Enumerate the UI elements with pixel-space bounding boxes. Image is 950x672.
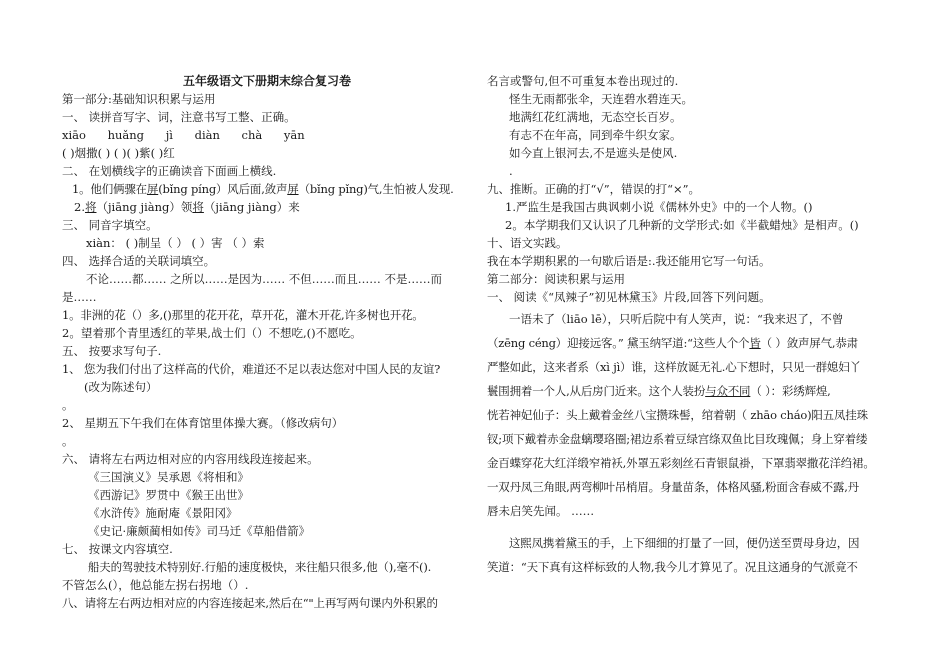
- underlined-char: 皆: [749, 336, 761, 350]
- underlined-char: 屏: [287, 182, 299, 196]
- underlined-phrase: 与众不同: [705, 384, 751, 398]
- section-8-heading: 八、请将左右两边相对应的内容连接起来,然后在“"上再写两句课内外积累的: [62, 596, 438, 610]
- pronunciation-item-1: [72, 180, 454, 198]
- reading-line: 严整如此，这来者系（xì jì）谁，这样放诞无礼.心下想时，只见一群媳妇丫: [487, 360, 861, 374]
- section-7-heading: 七、 按课文内容填空.: [62, 542, 173, 556]
- match-row: 《水浒传》施耐庵《景阳冈》: [88, 506, 238, 520]
- match-row: 《三国演义》吴承恩《将相和》: [88, 470, 249, 484]
- text-segment: 1。他们俩骤在: [72, 182, 147, 196]
- proverb-line: 地满红花红满地，无态空长百岁。: [509, 110, 682, 124]
- conjunction-item-2: 2。望着那个青里透红的苹果,战士们（）不想吃,()不愿吃。: [62, 326, 362, 340]
- section-1-heading: 一、 读拼音写字、词，注意书写工整、正确。: [62, 110, 296, 124]
- reading-line: [487, 334, 858, 352]
- text-segment: 2.: [74, 200, 85, 214]
- section-4-heading: 四、 选择合适的关联词填空。: [62, 254, 216, 268]
- section-5-heading: 五、 按要求写句子.: [62, 344, 162, 358]
- passage-line: 不管怎么(），他总能左拐右拐地（）.: [62, 578, 249, 592]
- text-segment: (bǐng píng）风后面,敛声: [158, 182, 288, 196]
- answer-blank: 。: [62, 434, 74, 448]
- text-segment: （ ）敛声屏气,恭肃: [760, 336, 858, 350]
- section-6-heading: 六、 请将左右两边相对应的内容用线段连接起来。: [62, 452, 319, 466]
- proverb-line: 如今直上银河去,不是遮头是使风.: [509, 146, 678, 160]
- match-row: 《西游记》罗贯中《猴王出世》: [88, 488, 249, 502]
- section-3-heading: 三、 同音字填空。: [62, 218, 158, 232]
- reading-line: 钗;项下戴着赤金盘螭璎珞圈;裙边系着豆绿宫绦双鱼比目玫瑰佩；身上穿着缕: [487, 432, 868, 446]
- reading-line: 唇未启笑先闻。 ……: [487, 504, 595, 518]
- reading-line: 这熙凤携着黛玉的手，上下细细的打量了一回，便仍送至贾母身边，因: [509, 536, 860, 550]
- underlined-char: 屏: [146, 182, 159, 196]
- part-two-heading: 第二部分：阅读积累与运用: [487, 272, 625, 286]
- sentence-item-2: 2、 星期五下午我们在体育馆里体操大赛。（修改病句）: [62, 416, 344, 430]
- underlined-char: 将: [84, 200, 97, 214]
- reading-line: 金百蝶穿花大红洋缎窄褃袄,外罩五彩刻丝石青银鼠褂，下罩翡翠撒花洋绉裙。: [487, 456, 875, 470]
- text-segment: （jiāng jiàng）领: [96, 200, 193, 214]
- text-segment: （zēng céng）迎接远客。” 黛玉纳罕道:“这些人个个: [487, 336, 750, 350]
- fill-in-line: ( )烟撒( ) ( )( )紫( )红: [62, 146, 175, 160]
- passage-line: 船夫的驾驶技术特别好.行船的速度极快，来往船只很多,他（),毫不().: [88, 560, 432, 574]
- answer-blank: 。: [62, 398, 74, 412]
- part-one-heading: 第一部分:基础知识积累与运用: [62, 92, 216, 106]
- practice-line: 我在本学期积累的一句歇后语是:.我还能用它写一句话。: [487, 254, 771, 268]
- match-row: 《史记·廉颇蔺相如传》司马迁《草船借箭》: [88, 524, 311, 538]
- reading-line: 一语未了（liāo lē），只听后院中有人笑声，说：“我来迟了，不曾: [509, 312, 844, 326]
- proverb-line: 怪生无雨都张伞，天连碧水碧连天。: [509, 92, 693, 106]
- section-9-heading: 九、推断。正确的打“√”，错误的打“×”。: [487, 182, 700, 196]
- judgement-item-2: 2。本学期我们又认识了几种新的文学形式:如《半截蜡烛》是相声。(): [505, 218, 859, 232]
- pronunciation-item-2: [74, 198, 300, 216]
- conjunction-options-cont: 是……: [62, 290, 97, 304]
- conjunction-item-1: 1。非洲的花（）多,()那里的花开花，草开花，灌木开花,许多树也开花。: [62, 308, 424, 322]
- conjunction-options: 不论……都…… 之所以……是因为…… 不但……而且…… 不是……而: [86, 272, 442, 286]
- reading-line: 笑道：“天下真有这样标致的人物,我今儿才算见了。况且这通身的气派竟不: [487, 560, 858, 574]
- reading-line: 恍若神妃仙子：头上戴着金丝八宝攒珠髻，绾着朝（ zhāo cháo)阳五凤挂珠: [487, 408, 868, 422]
- section-8-cont: 名言或警句,但不可重复本卷出现过的.: [487, 74, 679, 88]
- pinyin-line: xiāo huǎng jì diàn chà yān: [62, 128, 305, 142]
- text-segment: （jiāng jiàng）来: [203, 200, 300, 214]
- text-segment: 鬟围拥着一个人,从后房门近来。这个人装扮: [487, 384, 706, 398]
- text-segment: （bǐng pǐng)气,生怕被人发现.: [298, 182, 454, 196]
- reading-line: 一双丹凤三角眼,两弯柳叶吊梢眉。身量苗条，体格风骚,粉面含春威不露,丹: [487, 480, 859, 494]
- reading-heading: 一、 阅读《“凤辣子”初见林黛玉》片段,回答下列问题。: [487, 290, 771, 304]
- reading-line: [487, 382, 831, 400]
- homophone-line: xiàn： ( )制呈（ ） ( ）害 （ ）索: [86, 236, 265, 250]
- proverb-line: 有志不在年高，同到牵牛织女家。: [509, 128, 682, 142]
- judgement-item-1: 1.严监生是我国古典讽刺小说《儒林外史》中的一个人物。(): [505, 200, 813, 214]
- sentence-item-1-note: (改为陈述句）: [84, 380, 158, 394]
- text-segment: （ ）：彩绣辉煌,: [750, 384, 831, 398]
- answer-blank: .: [509, 164, 513, 178]
- section-10-heading: 十、语文实践。: [487, 236, 568, 250]
- sentence-item-1: 1、 您为我们付出了这样高的代价，难道还不足以表达您对中国人民的友谊?: [62, 362, 441, 376]
- underlined-char: 将: [192, 200, 204, 214]
- section-2-heading: 二、 在划横线字的正确读音下面画上横线.: [62, 164, 277, 178]
- exam-title: 五年级语文下册期末综合复习卷: [182, 74, 351, 88]
